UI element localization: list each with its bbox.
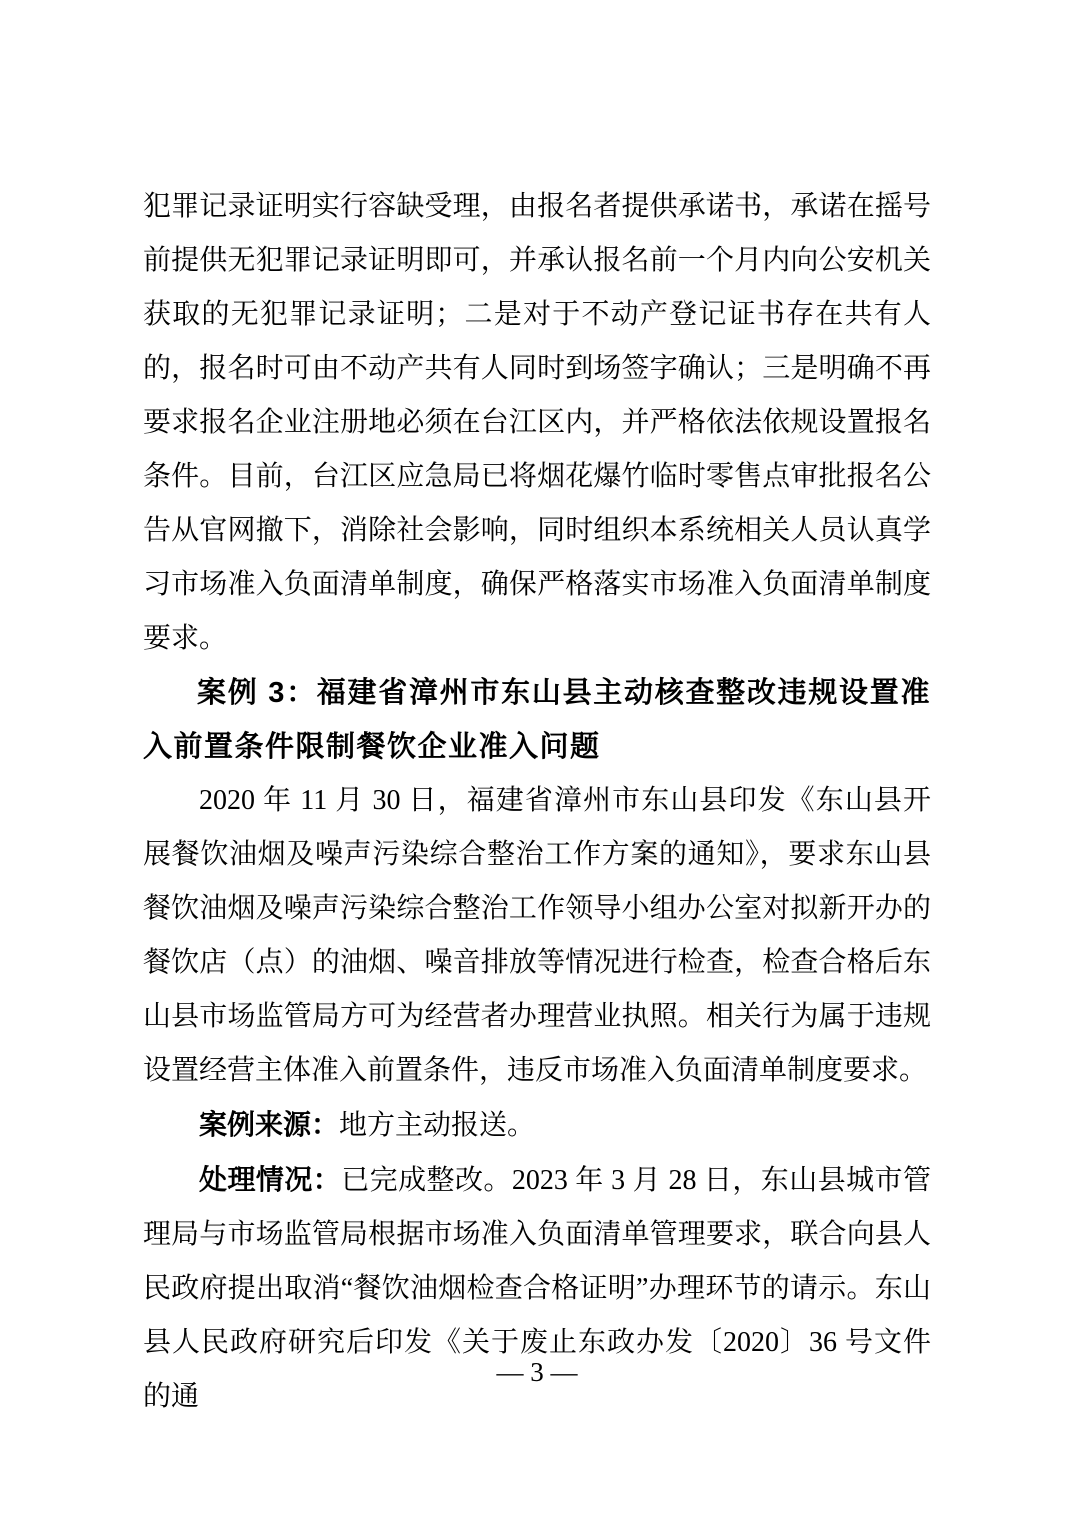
page-number: — 3 — [496, 1357, 578, 1387]
handling-status-label: 处理情况： [199, 1164, 342, 1195]
paragraph-continuation: 犯罪记录证明实行容缺受理，由报名者提供承诺书，承诺在摇号前提供无犯罪记录证明即可，并承认报名前一个月内向公安机关获取的无犯罪记录证明；二是对于不动产登记证书存在共有人的，报名时可由不动产共有人同时到场签字确认；三是明确不再要求报名企业注册地必须在台江区内，并严格依法依规设置报名条件。目前，台江区应急局已将烟花爆竹临时零售点审批报名公告从官网撤下，消除社会影响，同时组织本系统相关人员认真学习市场准入负面清单制度，确保严格落实市场准入负面清单制度要求。 [143, 191, 931, 654]
case-source-label: 案例来源： [199, 1109, 340, 1140]
case-source-text: 地方主动报送。 [339, 1110, 536, 1141]
case-source-paragraph [143, 1098, 931, 1153]
case-3-body-paragraph: 2020 年 11 月 30 日，福建省漳州市东山县印发《东山县开展餐饮油烟及噪声污染综合整治工作方案的通知》，要求东山县餐饮油烟及噪声污染综合整治工作领导小组办公室对拟新开办的餐饮店（点）的油烟、噪音排放等情况进行检查，检查合格后东山县市场监管局方可为经营者办理营业执照。相关行为属于违规设置经营主体准入前置条件，违反市场准入负面清单制度要求。 [143, 785, 931, 1086]
document-body [143, 180, 931, 1424]
handling-status-text: 已完成整改。2023 年 3 月 28 日，东山县城市管理局与市场监管局根据市场准入负面清单管理要求，联合向县人民政府提出取消“餐饮油烟检查合格证明”办理环节的请示。东山县人民政府研究后印发《关于废止东政办发〔2020〕36 号文件的通 [143, 1165, 931, 1412]
case-3-heading: 案例 3：福建省漳州市东山县主动核查整改违规设置准入前置条件限制餐饮企业准入问题 [143, 677, 931, 763]
